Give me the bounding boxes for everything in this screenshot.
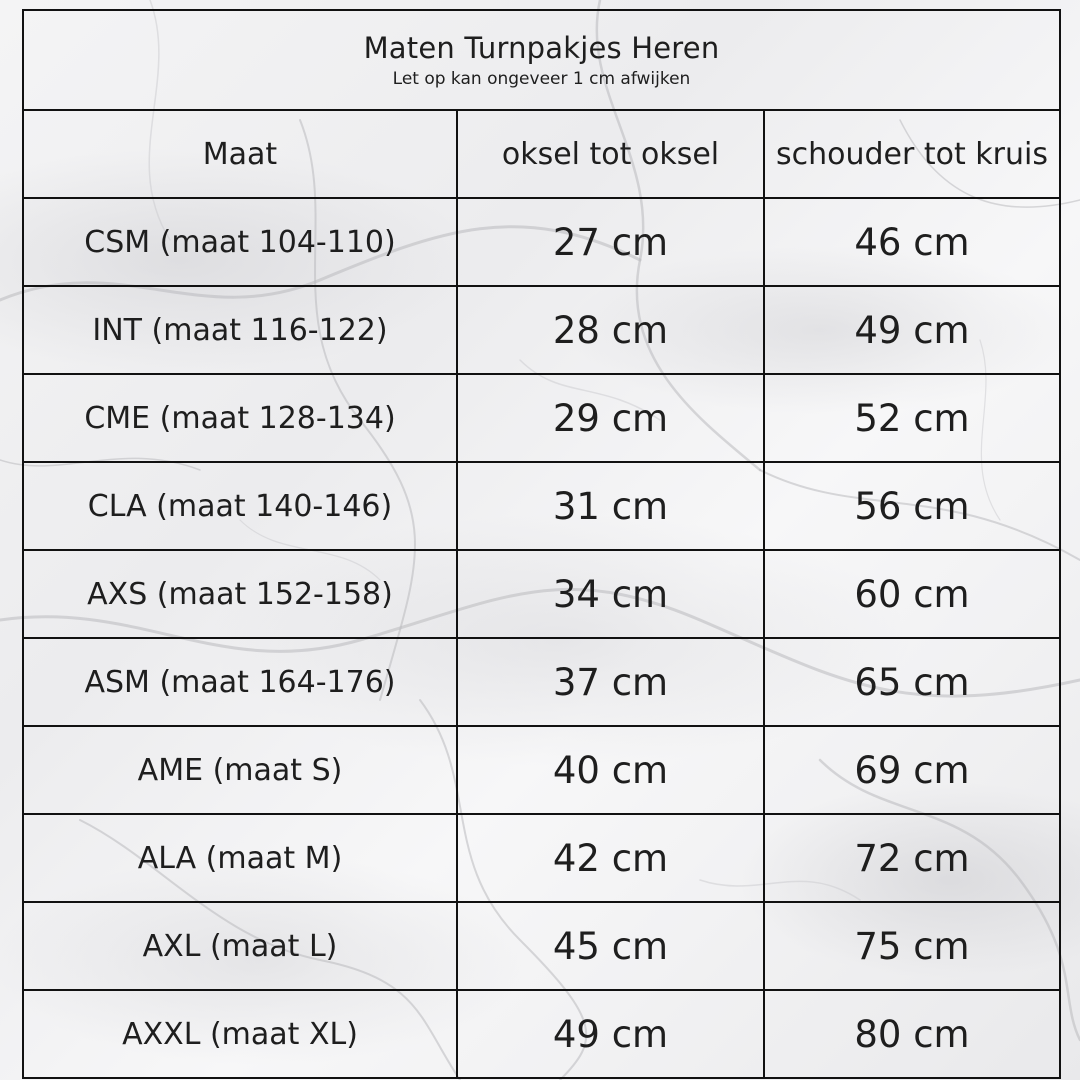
armpit-cell: 40 cm <box>457 726 764 814</box>
size-cell: ALA (maat M) <box>23 814 457 902</box>
table-row <box>23 638 1060 726</box>
size-chart-table <box>22 9 1061 1079</box>
armpit-cell: 28 cm <box>457 286 764 374</box>
table-row <box>23 726 1060 814</box>
size-cell: INT (maat 116-122) <box>23 286 457 374</box>
shoulder-crotch-cell: 80 cm <box>764 990 1060 1078</box>
armpit-cell: 42 cm <box>457 814 764 902</box>
table-row <box>23 990 1060 1078</box>
shoulder-crotch-cell: 56 cm <box>764 462 1060 550</box>
header-row <box>23 110 1060 198</box>
title-cell <box>23 10 1060 110</box>
column-header-shoulder-crotch: schouder tot kruis <box>764 110 1060 198</box>
shoulder-crotch-cell: 52 cm <box>764 374 1060 462</box>
table-row <box>23 374 1060 462</box>
size-cell: AME (maat S) <box>23 726 457 814</box>
armpit-cell: 34 cm <box>457 550 764 638</box>
size-cell: AXXL (maat XL) <box>23 990 457 1078</box>
shoulder-crotch-cell: 60 cm <box>764 550 1060 638</box>
page-title: Maten Turnpakjes Heren <box>363 31 720 65</box>
armpit-cell: 29 cm <box>457 374 764 462</box>
column-header-armpit: oksel tot oksel <box>457 110 764 198</box>
shoulder-crotch-cell: 49 cm <box>764 286 1060 374</box>
size-cell: CLA (maat 140-146) <box>23 462 457 550</box>
armpit-cell: 31 cm <box>457 462 764 550</box>
armpit-cell: 49 cm <box>457 990 764 1078</box>
size-cell: AXS (maat 152-158) <box>23 550 457 638</box>
shoulder-crotch-cell: 46 cm <box>764 198 1060 286</box>
size-cell: CSM (maat 104-110) <box>23 198 457 286</box>
table-row <box>23 814 1060 902</box>
shoulder-crotch-cell: 75 cm <box>764 902 1060 990</box>
table-row <box>23 902 1060 990</box>
shoulder-crotch-cell: 72 cm <box>764 814 1060 902</box>
shoulder-crotch-cell: 65 cm <box>764 638 1060 726</box>
size-cell: AXL (maat L) <box>23 902 457 990</box>
size-cell: CME (maat 128-134) <box>23 374 457 462</box>
size-cell: ASM (maat 164-176) <box>23 638 457 726</box>
armpit-cell: 37 cm <box>457 638 764 726</box>
column-header-size: Maat <box>23 110 457 198</box>
table-row <box>23 550 1060 638</box>
table-row <box>23 286 1060 374</box>
table-row <box>23 198 1060 286</box>
shoulder-crotch-cell: 69 cm <box>764 726 1060 814</box>
armpit-cell: 45 cm <box>457 902 764 990</box>
page-subtitle: Let op kan ongeveer 1 cm afwijken <box>392 69 691 89</box>
table-row <box>23 462 1060 550</box>
armpit-cell: 27 cm <box>457 198 764 286</box>
